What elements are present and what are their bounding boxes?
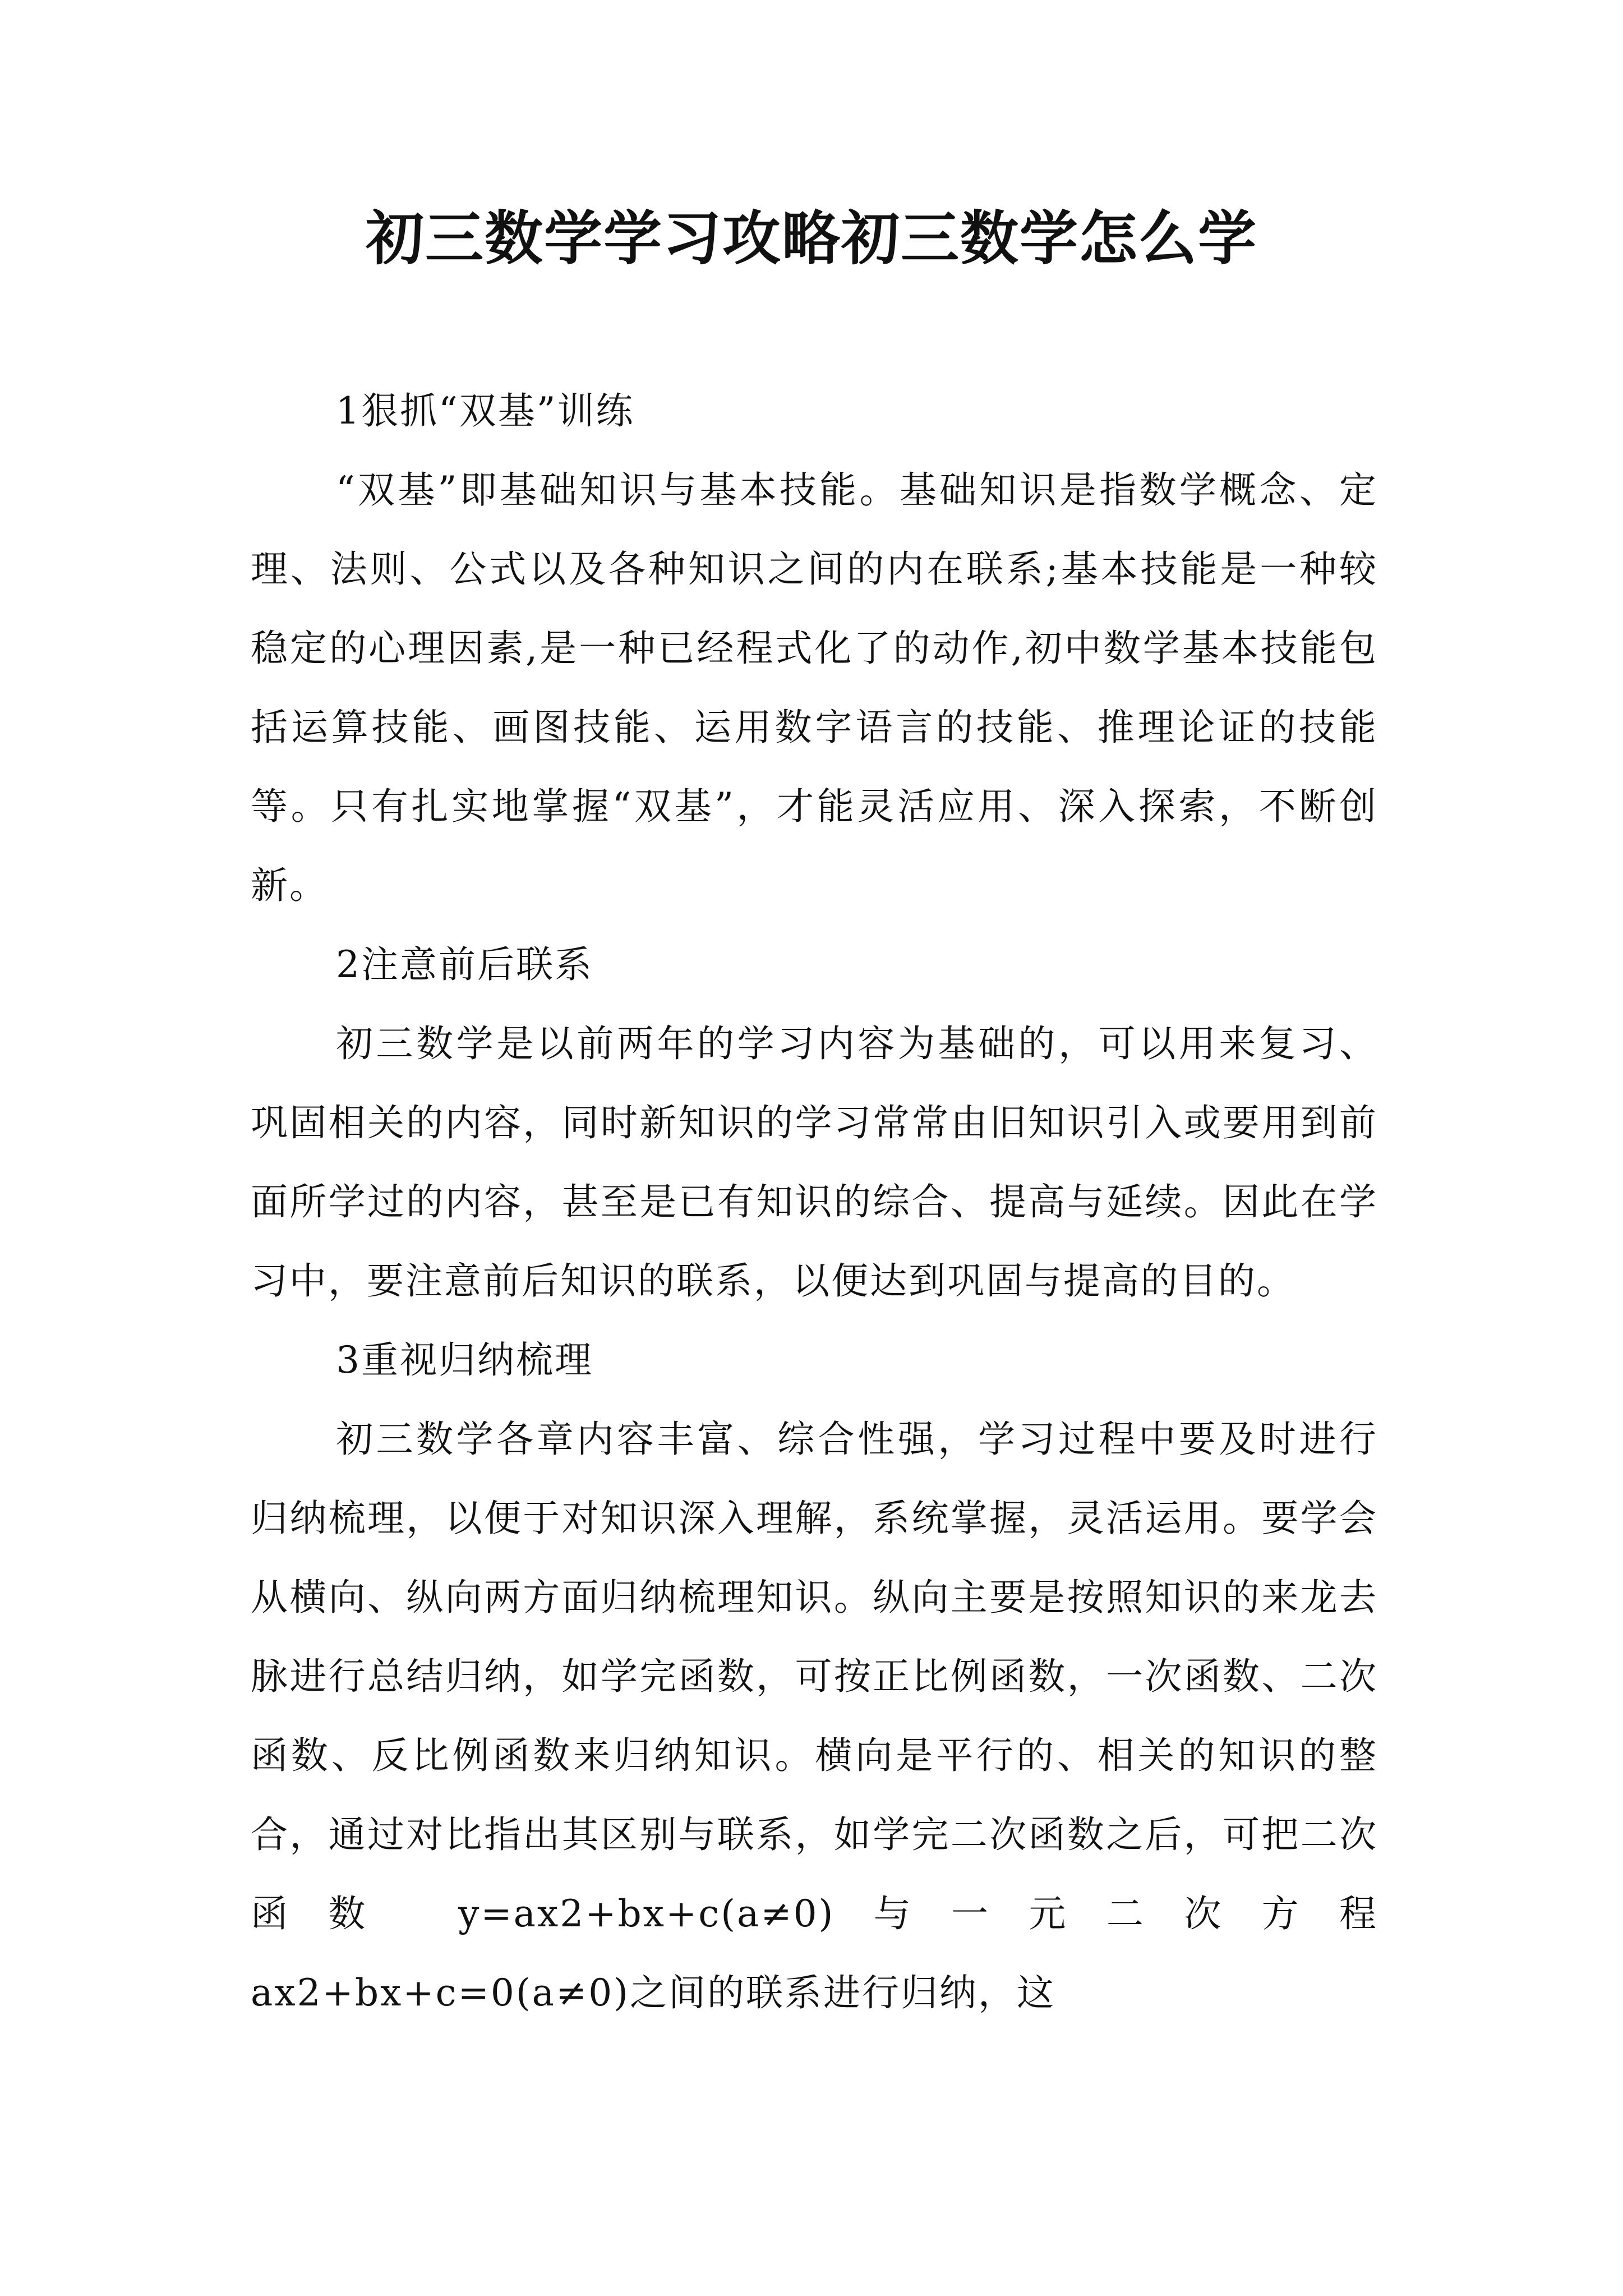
section-heading-3: 3重视归纳梳理 <box>336 1338 593 1382</box>
document-body <box>251 371 1378 2032</box>
section-heading-2: 2注意前后联系 <box>336 943 593 986</box>
document-title: 初三数学学习攻略初三数学怎么学 <box>365 204 1257 273</box>
section-paragraph-2: 初三数学是以前两年的学习内容为基础的，可以用来复习、巩固相关的内容，同时新知识的学习常常由旧知识引入或要用到前面所学过的内容，甚至是已有知识的综合、提高与延续。因此在学习中，要注意前后知识的联系，以便达到巩固与提高的目的。 <box>251 1022 1378 1303</box>
section-paragraph-3: 初三数学各章内容丰富、综合性强，学习过程中要及时进行归纳梳理，以便于对知识深入理解，系统掌握，灵活运用。要学会从横向、纵向两方面归纳梳理知识。纵向主要是按照知识的来龙去脉进行总结归纳，如学完函数，可按正比例函数，一次函数、二次函数、反比例函数来归纳知识。横向是平行的、相关的知识的整合，通过对比指出其区别与联系，如学完二次函数之后，可把二次函数 y=ax2+bx+c(a≠0)与一元二次方程 ax2+bx+c=0(a≠0)之间的联系进行归纳，这 <box>251 1418 1378 2014</box>
section-paragraph-1: “双基”即基础知识与基本技能。基础知识是指数学概念、定理、法则、公式以及各种知识之间的内在联系;基本技能是一种较稳定的心理因素,是一种已经程式化了的动作,初中数学基本技能包括运算技能、画图技能、运用数字语言的技能、推理论证的技能等。只有扎实地掌握“双基”，才能灵活应用、深入探索，不断创新。 <box>251 468 1378 907</box>
section-heading-1: 1狠抓“双基”训练 <box>336 389 635 432</box>
